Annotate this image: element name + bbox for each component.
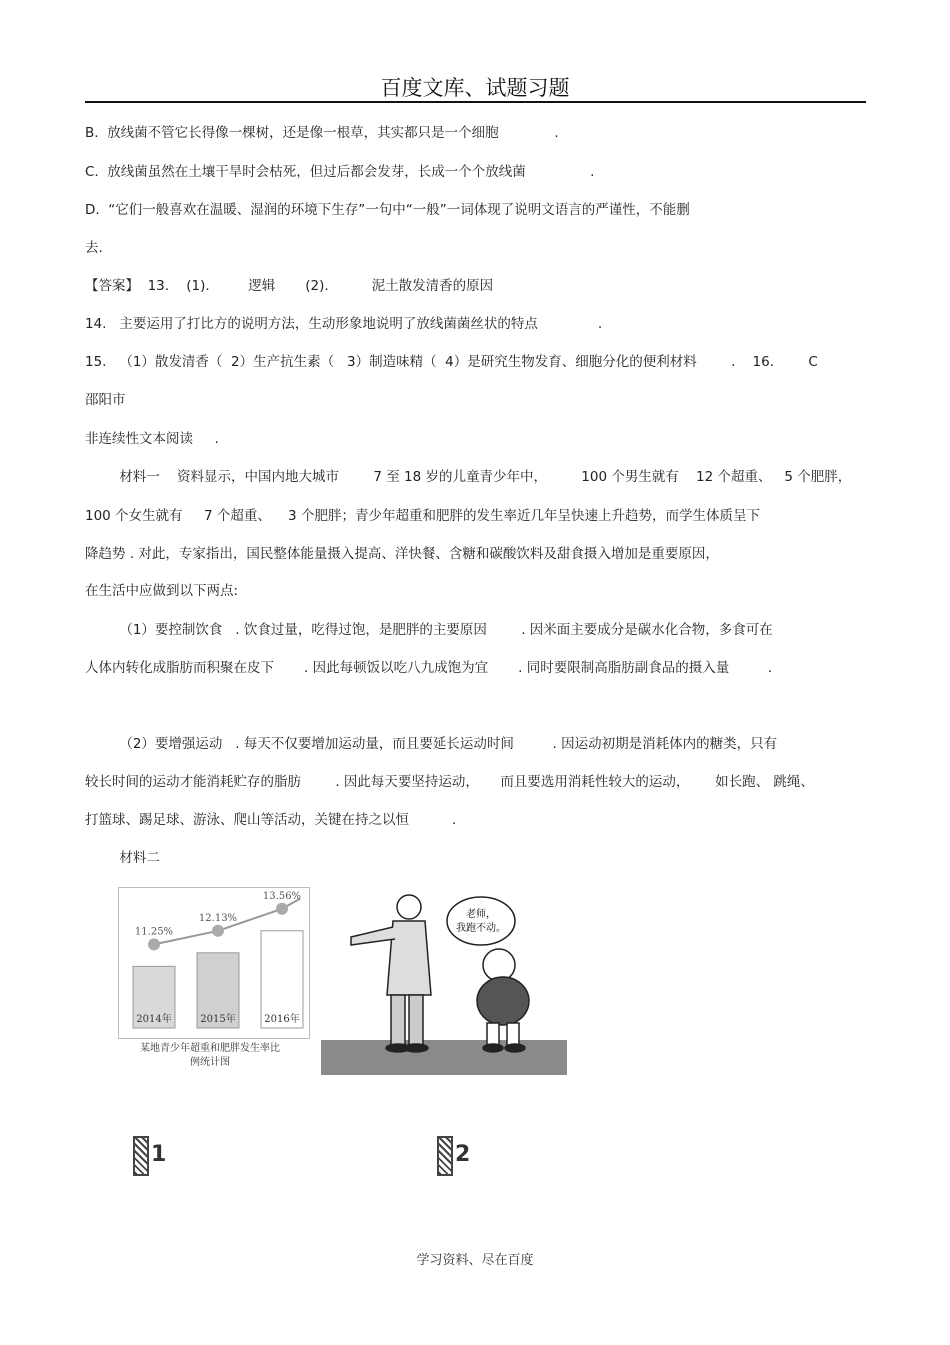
figure-2-marker-icon: [437, 1136, 453, 1176]
student-figure: [477, 949, 529, 1052]
answer-13: 【答案】 13. (1). 逻辑 (2). 泥土散发清香的原因: [85, 278, 494, 294]
chart-data-label: 13.56%: [262, 890, 302, 902]
material-1-line-3: 降趋势 . 对此，专家指出，国民整体能量摄入提高、洋快餐、含糖和碳酸饮料及甜食摄入增加是重要原因，: [85, 546, 719, 562]
chart-caption: 某地青少年超重和肥胖发生率比例统计图: [140, 1043, 280, 1068]
option-b: B. 放线菌不管它长得像一棵树，还是像一根草，其实都只是一个细胞 .: [85, 125, 559, 141]
point-2-line-1: （2）要增强运动 . 每天不仅要增加运动量，而且要延长运动时间 . 因运动初期是消耗体内的糖类，只有: [85, 736, 778, 752]
material-2-heading: 材料二: [85, 850, 160, 866]
point-2-line-3: 打篮球、踢足球、游泳、爬山等活动，关键在持之以恒 .: [85, 812, 457, 828]
chart-category-label: 2015年: [200, 1014, 236, 1025]
point-1-line-2: 人体内转化成脂肪而积聚在皮下 . 因此每顿饭以吃八九成饱为宜 . 同时要限制高脂肪副食品的摄入量 .: [85, 660, 773, 676]
point-1-line-1: （1）要控制饮食 . 饮食过量，吃得过饱，是肥胖的主要原因 . 因米面主要成分是碳水化合物，多食可在: [85, 622, 773, 638]
header-divider: [85, 101, 866, 103]
ground: [321, 1040, 567, 1075]
section-heading: 非连续性文本阅读 .: [85, 431, 219, 447]
option-d-cont: 去.: [85, 240, 103, 256]
teacher-figure: [351, 895, 431, 1052]
material-1-line-2: 100 个女生就有 7 个超重、 3 个肥胖；青少年超重和肥胖的发生率近几年呈快速上升趋势，而学生体质呈下: [85, 508, 760, 524]
point-2-line-2: 较长时间的运动才能消耗贮存的脂肪 . 因此每天要坚持运动， 而且要选用消耗性较大的运动， 如长跑、 跳绳、: [85, 774, 814, 790]
speech-bubble: [447, 897, 515, 945]
chart-point: [212, 925, 224, 937]
chart-point: [148, 938, 160, 950]
chart-point: [276, 903, 288, 915]
chart-data-label: 11.25%: [134, 926, 174, 938]
answer-15-16: 15. （1）散发清香（ 2）生产抗生素（ 3）制造味精（ 4）是研究生物发育、细胞分化的便利材料 . 16. C: [85, 354, 818, 370]
figure-2-label: 2: [455, 1142, 471, 1167]
figure-1-label: 1: [151, 1142, 167, 1167]
speech-line-2: 我跑不动。: [456, 923, 506, 934]
chart-data-label: 12.13%: [198, 912, 238, 924]
option-c: C. 放线菌虽然在土壤干旱时会枯死，但过后都会发芽，长成一个个放线菌 .: [85, 164, 595, 180]
region-heading: 邵阳市: [85, 392, 126, 408]
page-title: 百度文库、试题习题: [380, 76, 570, 100]
page-footer: 学习资料、尽在百度: [416, 1253, 534, 1268]
figure-1-marker-icon: [133, 1136, 149, 1176]
obesity-rate-chart: [118, 887, 310, 1039]
option-d: D. “它们一般喜欢在温暖、湿润的环境下生存”一句中“一般”一词体现了说明文语言的严谨性，不能删: [85, 202, 690, 218]
chart-category-label: 2016年: [264, 1014, 300, 1025]
speech-line-1: 老师，: [466, 909, 496, 920]
material-1-line-4: 在生活中应做到以下两点:: [85, 583, 239, 599]
answer-14: 14. 主要运用了打比方的说明方法，生动形象地说明了放线菌菌丝状的特点 .: [85, 316, 603, 332]
chart-canvas: [119, 888, 309, 1038]
cartoon-illustration: [321, 885, 567, 1075]
material-1-line-1: 材料一 资料显示，中国内地大城市 7 至 18 岁的儿童青少年中， 100 个男生就有 12 个超重、 5 个肥胖，: [85, 469, 852, 485]
chart-category-label: 2014年: [136, 1014, 172, 1025]
